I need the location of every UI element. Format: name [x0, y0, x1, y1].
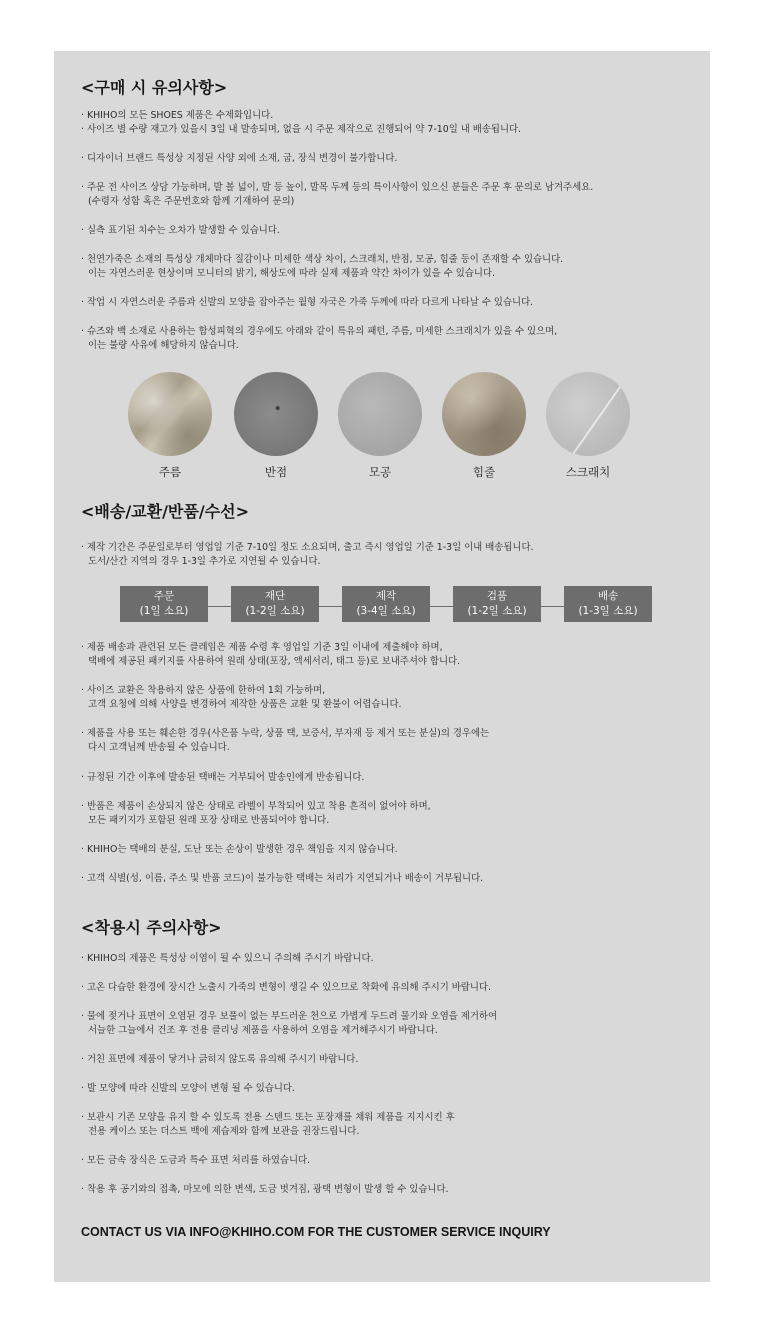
process-connector	[430, 606, 453, 607]
swatch-scratch	[546, 372, 630, 480]
purchase-item: · 주문 전 사이즈 상담 가능하며, 발 볼 넓이, 발 등 높이, 발목 두께 등의 특이사항이 있으신 분들은 주문 후 문의로 남겨주세요. (수령자 성함 혹은 주문번호와 함께 기재하여 문의)	[81, 182, 594, 207]
swatch-pore	[338, 372, 422, 480]
care-item: · 물에 젖거나 표면이 오염된 경우 보풀이 없는 부드러운 천으로 가볍게 두드려 물기와 오염을 제거하여 서늘한 그늘에서 건조 후 전용 클리닝 제품을 사용하여 오염을 제거해주시기 바랍니다.	[81, 1011, 498, 1036]
swatch-wrinkle	[128, 372, 212, 480]
swatch-label: 스크래치	[565, 465, 611, 479]
purchase-item: · KHIHO의 모든 SHOES 제품은 수제화입니다. · 사이즈 별 수량 재고가 있을시 3일 내 발송되며, 없을 시 주문 제작으로 진행되어 약 7-10일 내 배송됩니다.	[81, 110, 522, 135]
process-connector	[208, 606, 231, 607]
purchase-item: · 디자이너 브랜드 특성상 지정된 사양 외에 소재, 굽, 장식 변경이 불가합니다.	[81, 153, 398, 164]
vein-texture-image	[442, 372, 526, 456]
swatch-vein	[442, 372, 526, 480]
process-step-inspection: 검품 (1-2일 소요)	[453, 586, 541, 622]
care-item: · KHIHO의 제품은 특성상 이염이 될 수 있으니 주의해 주시기 바랍니다.	[81, 953, 374, 964]
care-item: · 보관시 기존 모양을 유지 할 수 있도록 전용 스텐드 또는 포장재를 채워 제품을 지지시킨 후 전용 케이스 또는 더스트 백에 제습제와 함께 보관을 권장드립니다.	[81, 1112, 455, 1137]
shipping-intro: · 제작 기간은 주문일로부터 영업일 기준 7-10일 정도 소요되며, 출고 즉시 영업일 기준 1-3일 이내 배송됩니다. 도서/산간 지역의 경우 1-3일 추가로 지연될 수 있습니다.	[81, 542, 534, 567]
care-item: · 착용 후 공기와의 접촉, 마모에 의한 변색, 도금 벗겨짐, 광택 변형이 발생 할 수 있습니다.	[81, 1184, 449, 1195]
purchase-item: · 슈즈와 백 소재로 사용하는 합성피혁의 경우에도 아래와 같이 특유의 패턴, 주름, 미세한 스크래치가 있을 수 있으며, 이는 불량 사유에 해당하지 않습니다.	[81, 326, 558, 351]
shipping-item: · KHIHO는 택배의 분실, 도난 또는 손상이 발생한 경우 책임을 지지 않습니다.	[81, 844, 398, 855]
notice-panel	[54, 51, 710, 1282]
contact-line: CONTACT US VIA INFO@KHIHO.COM FOR THE CUSTOMER SERVICE INQUIRY	[81, 1225, 551, 1239]
shipping-heading: <배송/교환/반품/수선>	[81, 502, 249, 521]
process-connector	[319, 606, 342, 607]
shipping-item: · 제품 배송과 관련된 모든 클레임은 제품 수령 후 영업일 기준 3일 이내에 제출해야 하며, 택배에 제공된 패키지를 사용하여 원래 상태(포장, 액세서리, 태그 등)로 보내주셔야 합니다.	[81, 642, 461, 667]
process-connector	[541, 606, 564, 607]
swatch-label: 힘줄	[472, 465, 496, 479]
care-item: · 거친 표면에 제품이 닿거나 긁히지 않도록 유의해 주시기 바랍니다.	[81, 1054, 359, 1065]
shipping-item: · 사이즈 교환은 착용하지 않은 상품에 한하여 1회 가능하며, 고객 요청에 의해 사양을 변경하여 제작한 상품은 교환 및 환불이 어렵습니다.	[81, 685, 402, 710]
care-item: · 발 모양에 따라 신발의 모양이 변형 될 수 있습니다.	[81, 1083, 295, 1094]
spot-texture-image	[234, 372, 318, 456]
purchase-item: · 작업 시 자연스러운 주름과 신발의 모양을 잡아주는 월형 자국은 가죽 두께에 따라 다르게 나타날 수 있습니다.	[81, 297, 534, 308]
shipping-item: · 제품을 사용 또는 훼손한 경우(사은품 누락, 상품 택, 보증서, 부자재 등 제거 또는 분실)의 경우에는 다시 고객님께 반송될 수 있습니다.	[81, 728, 490, 753]
shipping-item: · 반품은 제품이 손상되지 않은 상태로 라벨이 부착되어 있고 착용 흔적이 없어야 하며, 모든 패키지가 포함된 원래 포장 상태로 반품되어야 합니다.	[81, 801, 431, 826]
wrinkle-texture-image	[128, 372, 212, 456]
pore-texture-image	[338, 372, 422, 456]
process-step-order: 주문 (1일 소요)	[120, 586, 208, 622]
purchase-item: · 천연가죽은 소재의 특성상 개체마다 질감이나 미세한 색상 차이, 스크래치, 반점, 모공, 힘줄 등이 존재할 수 있습니다. 이는 자연스러운 현상이며 모니터의 밝기, 해상도에 따라 실제 제품과 약간 차이가 있을 수 있습니다.	[81, 254, 564, 279]
process-step-making: 제작 (3-4일 소요)	[342, 586, 430, 622]
care-item: · 모든 금속 장식은 도금과 특수 표면 처리를 하였습니다.	[81, 1155, 311, 1166]
shipping-item: · 규정된 기간 이후에 발송된 택배는 거부되어 발송인에게 반송됩니다.	[81, 772, 365, 783]
care-heading: <착용시 주의사항>	[81, 918, 222, 937]
process-step-delivery: 배송 (1-3일 소요)	[564, 586, 652, 622]
swatch-label: 반점	[264, 465, 288, 479]
swatch-spot	[234, 372, 318, 480]
purchase-notice-heading: <구매 시 유의사항>	[81, 78, 228, 97]
purchase-item: · 실측 표기된 치수는 오차가 발생할 수 있습니다.	[81, 225, 280, 236]
process-step-cutting: 재단 (1-2일 소요)	[231, 586, 319, 622]
shipping-item: · 고객 식별(성, 이름, 주소 및 반품 코드)이 불가능한 택배는 처리가 지연되거나 배송이 거부됩니다.	[81, 873, 484, 884]
scratch-texture-image	[546, 372, 630, 456]
swatch-label: 모공	[368, 465, 392, 479]
swatch-label: 주름	[158, 465, 182, 479]
care-item: · 고온 다습한 환경에 장시간 노출시 가죽의 변형이 생길 수 있으므로 착화에 유의해 주시기 바랍니다.	[81, 982, 491, 993]
